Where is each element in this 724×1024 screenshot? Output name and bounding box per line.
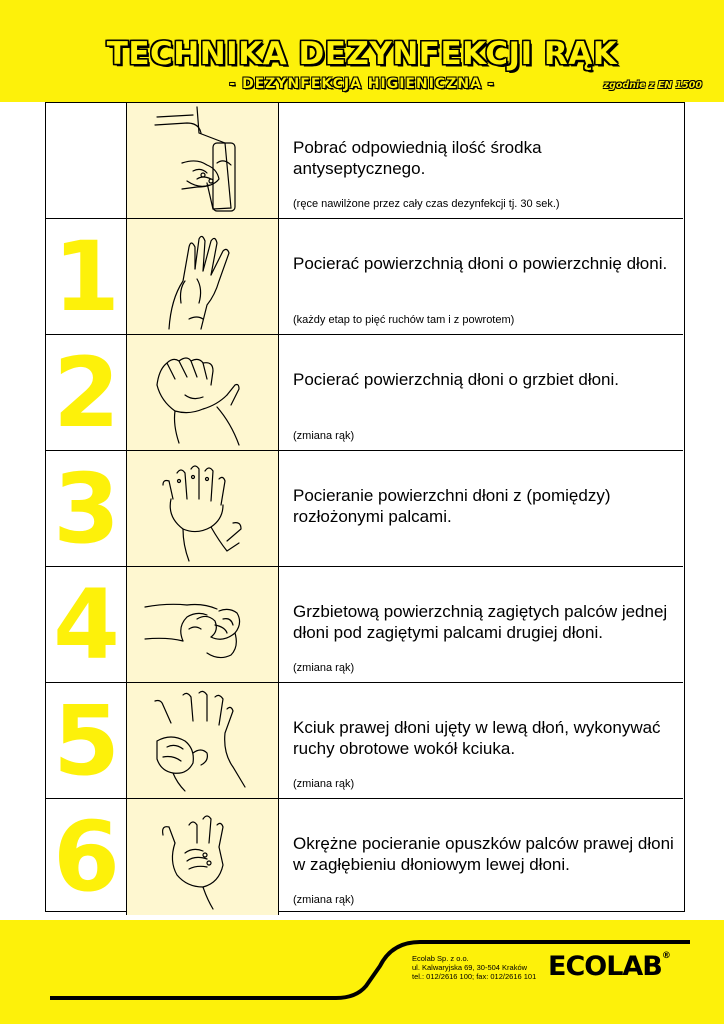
norm-note: zgodnie z EN 1500 bbox=[603, 80, 702, 91]
page-subtitle: - DEZYNFEKCJA HIGIENICZNA - bbox=[229, 76, 495, 92]
step-note: (zmiana rąk) bbox=[293, 662, 355, 674]
step-text-cell bbox=[279, 335, 683, 450]
step-text-cell bbox=[279, 567, 683, 682]
interlocked-fingers-icon bbox=[127, 567, 278, 682]
registered-mark: ® bbox=[661, 951, 670, 961]
step-number-cell bbox=[46, 567, 127, 682]
step-row-5 bbox=[46, 683, 683, 799]
step-number: 5 bbox=[53, 685, 120, 797]
step-instruction: Pocierać powierzchnią dłoni o grzbiet dłoni. bbox=[293, 370, 620, 389]
step-image-cell bbox=[127, 219, 279, 334]
step-image-cell bbox=[127, 335, 279, 450]
step-number-cell bbox=[46, 451, 127, 566]
step-text-cell bbox=[279, 219, 683, 334]
step-number: 6 bbox=[53, 801, 120, 913]
ecolab-logo bbox=[548, 951, 670, 982]
step-number-cell bbox=[46, 103, 127, 218]
step-instruction: Pocierać powierzchnią dłoni o powierzchnię dłoni. bbox=[293, 254, 668, 273]
step-row-0 bbox=[46, 103, 683, 219]
step-instruction: Kciuk prawej dłoni ujęty w lewą dłoń, wykonywać ruchy obrotowe wokół kciuka. bbox=[293, 718, 661, 758]
step-row-4 bbox=[46, 567, 683, 683]
step-text-cell bbox=[279, 103, 683, 218]
palm-to-palm-icon bbox=[127, 219, 278, 334]
step-text-cell bbox=[279, 799, 683, 915]
step-number: 3 bbox=[53, 453, 120, 565]
company-address bbox=[412, 954, 536, 981]
step-number-cell bbox=[46, 219, 127, 334]
step-note: (ręce nawilżone przez cały czas dezynfekcji tj. 30 sek.) bbox=[293, 198, 560, 210]
step-note: (zmiana rąk) bbox=[293, 778, 355, 790]
step-image-cell bbox=[127, 567, 279, 682]
step-row-2 bbox=[46, 335, 683, 451]
step-text-cell bbox=[279, 451, 683, 566]
dispenser-hands-icon bbox=[127, 103, 278, 218]
step-image-cell bbox=[127, 103, 279, 218]
step-row-6 bbox=[46, 799, 683, 915]
brand-name: ECOLAB bbox=[548, 951, 662, 982]
step-instruction: Pocieranie powierzchni dłoni z (pomiędzy) rozłożonymi palcami. bbox=[293, 486, 611, 526]
step-note: (każdy etap to pięć ruchów tam i z powrotem) bbox=[293, 314, 515, 326]
step-row-3 bbox=[46, 451, 683, 567]
company-line: tel.: 012/2616 100; fax: 012/2616 101 bbox=[412, 972, 537, 981]
step-instruction: Pobrać odpowiednią ilość środka antyseptycznego. bbox=[293, 138, 542, 178]
interlaced-fingers-icon bbox=[127, 451, 278, 566]
step-number: 4 bbox=[53, 569, 120, 681]
company-line: ul. Kalwaryjska 69, 30-504 Kraków bbox=[412, 963, 528, 972]
step-instruction: Grzbietową powierzchnią zagiętych palców jednej dłoni pod zagiętymi palcami drugiej dłoni. bbox=[293, 602, 668, 642]
step-image-cell bbox=[127, 683, 279, 798]
step-image-cell bbox=[127, 451, 279, 566]
company-line: Ecolab Sp. z o.o. bbox=[412, 954, 469, 963]
step-number: 1 bbox=[53, 221, 120, 333]
step-note: (zmiana rąk) bbox=[293, 894, 355, 906]
step-number: 2 bbox=[53, 337, 120, 449]
step-image-cell bbox=[127, 799, 279, 915]
fingertips-in-palm-icon bbox=[127, 799, 278, 914]
step-text-cell bbox=[279, 683, 683, 798]
steps-table bbox=[45, 102, 685, 912]
step-number-cell bbox=[46, 335, 127, 450]
step-row-1 bbox=[46, 219, 683, 335]
step-note: (zmiana rąk) bbox=[293, 430, 355, 442]
thumb-rotation-icon bbox=[127, 683, 278, 798]
step-number-cell bbox=[46, 683, 127, 798]
palm-over-back-icon bbox=[127, 335, 278, 450]
page-title: TECHNIKA DEZYNFEKCJI RĄK bbox=[106, 36, 618, 72]
step-number-cell bbox=[46, 799, 127, 915]
step-instruction: Okrężne pocieranie opuszków palców prawej dłoni w zagłębieniu dłoniowym lewej dłoni. bbox=[293, 834, 674, 874]
